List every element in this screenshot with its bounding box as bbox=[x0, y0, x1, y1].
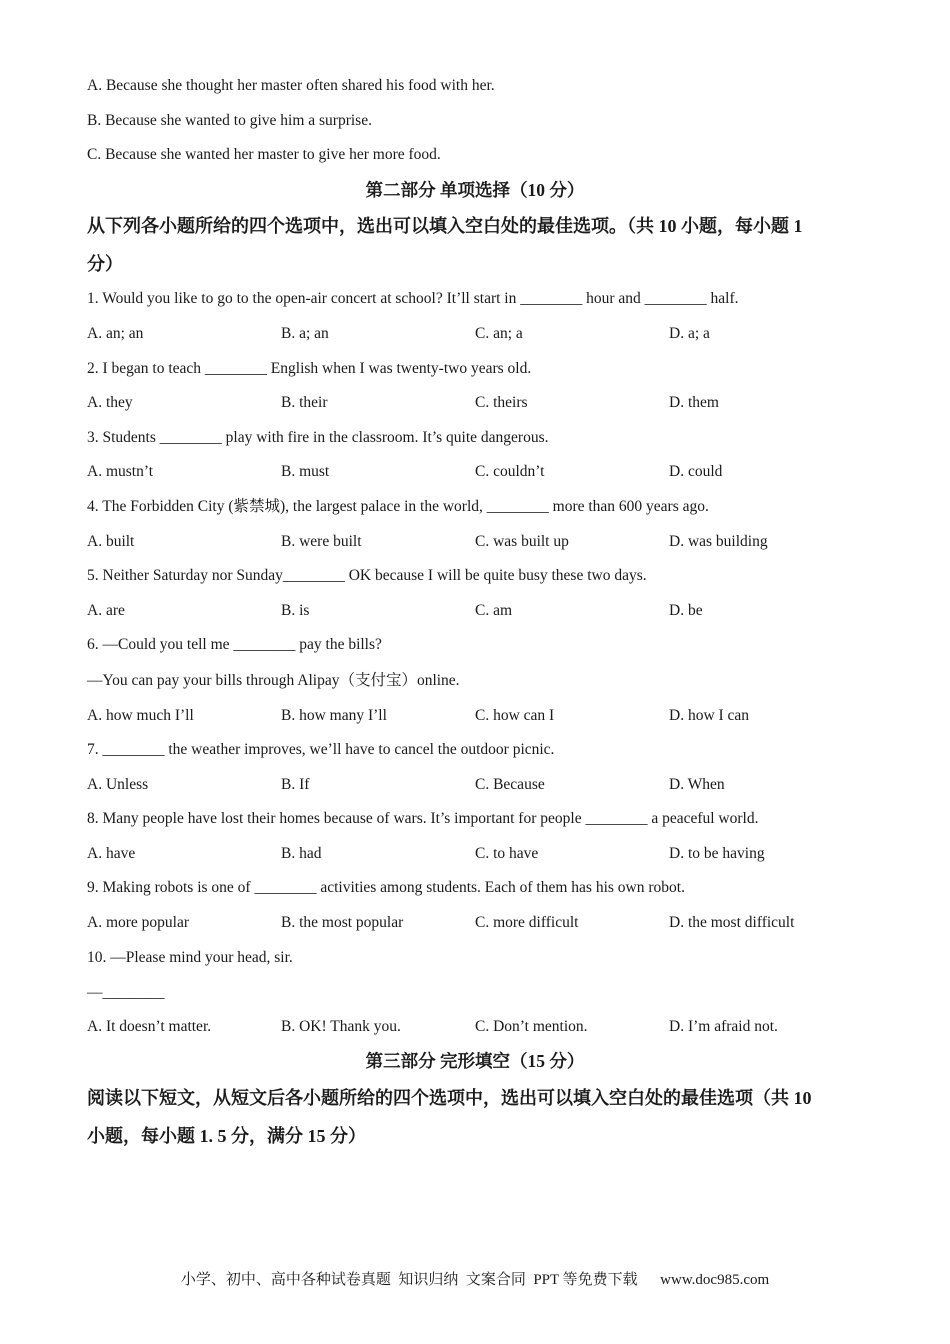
option-d: D. was building bbox=[669, 533, 768, 550]
question-3-stem: 3. Students ________ play with fire in the classroom. It’s quite dangerous. bbox=[87, 429, 549, 446]
part2-instruction-line2: 分） bbox=[87, 254, 123, 274]
option-d: D. them bbox=[669, 394, 719, 411]
part2-heading: 第二部分 单项选择（10 分） bbox=[365, 180, 585, 200]
option-a: A. an; an bbox=[87, 325, 144, 342]
question-10-reply: —________ bbox=[87, 984, 165, 1001]
option-d: D. could bbox=[669, 463, 723, 480]
prev-option-b: B. Because she wanted to give him a surprise. bbox=[87, 112, 372, 129]
option-a: A. built bbox=[87, 533, 135, 550]
question-7-stem: 7. ________ the weather improves, we’ll have to cancel the outdoor picnic. bbox=[87, 741, 555, 758]
option-b: B. their bbox=[281, 394, 328, 411]
option-c: C. am bbox=[475, 602, 513, 619]
option-b: B. is bbox=[281, 602, 310, 619]
option-a: A. are bbox=[87, 602, 125, 619]
option-c: C. how can I bbox=[475, 707, 555, 724]
option-a: A. they bbox=[87, 394, 133, 411]
question-9-options bbox=[87, 913, 877, 933]
prev-option-c: C. Because she wanted her master to give her more food. bbox=[87, 146, 441, 163]
option-b: B. OK! Thank you. bbox=[281, 1018, 401, 1035]
option-c: C. more difficult bbox=[475, 914, 579, 931]
question-8-options bbox=[87, 844, 877, 864]
question-5-options bbox=[87, 601, 877, 621]
option-b: B. were built bbox=[281, 533, 362, 550]
option-c: C. couldn’t bbox=[475, 463, 545, 480]
option-c: C. to have bbox=[475, 845, 539, 862]
option-b: B. must bbox=[281, 463, 330, 480]
option-a: A. Unless bbox=[87, 776, 149, 793]
option-c: C. Because bbox=[475, 776, 545, 793]
question-6-stem: 6. —Could you tell me ________ pay the bills? bbox=[87, 636, 382, 653]
question-6-reply: —You can pay your bills through Alipay（支付宝）online. bbox=[87, 672, 460, 689]
option-d: D. the most difficult bbox=[669, 914, 795, 931]
question-2-stem: 2. I began to teach ________ English when I was twenty-two years old. bbox=[87, 360, 532, 377]
question-1-options bbox=[87, 324, 877, 344]
option-c: C. was built up bbox=[475, 533, 569, 550]
question-7-options bbox=[87, 775, 877, 795]
option-c: C. an; a bbox=[475, 325, 523, 342]
prev-option-a: A. Because she thought her master often shared his food with her. bbox=[87, 77, 495, 94]
option-a: A. mustn’t bbox=[87, 463, 154, 480]
question-1-stem: 1. Would you like to go to the open-air concert at school? It’ll start in ________ hour and ________ half. bbox=[87, 290, 739, 307]
question-8-stem: 8. Many people have lost their homes because of wars. It’s important for people ________ a peaceful world. bbox=[87, 810, 759, 827]
option-b: B. the most popular bbox=[281, 914, 404, 931]
part2-instruction-line1: 从下列各小题所给的四个选项中，选出可以填入空白处的最佳选项。（共 10 小题，每小题 1 bbox=[87, 216, 803, 236]
option-d: D. a; a bbox=[669, 325, 710, 342]
question-2-options bbox=[87, 393, 877, 413]
option-a: A. have bbox=[87, 845, 136, 862]
question-3-options bbox=[87, 462, 877, 482]
option-b: B. had bbox=[281, 845, 322, 862]
question-6-options bbox=[87, 706, 877, 726]
page-footer: 小学、初中、高中各种试卷真题 知识归纳 文案合同 PPT 等免费下载 www.doc985.com bbox=[180, 1272, 770, 1288]
option-d: D. how I can bbox=[669, 707, 750, 724]
option-b: B. how many I’ll bbox=[281, 707, 387, 724]
option-a: A. more popular bbox=[87, 914, 190, 931]
question-9-stem: 9. Making robots is one of ________ activities among students. Each of them has his own robot. bbox=[87, 879, 685, 896]
option-d: D. be bbox=[669, 602, 703, 619]
option-c: C. theirs bbox=[475, 394, 528, 411]
option-d: D. I’m afraid not. bbox=[669, 1018, 778, 1035]
part3-instruction-line2: 小题，每小题 1. 5 分，满分 15 分） bbox=[87, 1126, 366, 1146]
part3-instruction-line1: 阅读以下短文，从短文后各小题所给的四个选项中，选出可以填入空白处的最佳选项（共 10 bbox=[87, 1088, 812, 1108]
question-10-stem: 10. —Please mind your head, sir. bbox=[87, 949, 293, 966]
option-a: A. how much I’ll bbox=[87, 707, 194, 724]
option-c: C. Don’t mention. bbox=[475, 1018, 588, 1035]
question-4-stem: 4. The Forbidden City (紫禁城), the largest palace in the world, ________ more than 600 years ago. bbox=[87, 498, 709, 515]
option-d: D. When bbox=[669, 776, 725, 793]
question-5-stem: 5. Neither Saturday nor Sunday________ OK because I will be quite busy these two days. bbox=[87, 567, 647, 584]
option-b: B. a; an bbox=[281, 325, 329, 342]
question-10-options bbox=[87, 1017, 877, 1037]
part3-heading: 第三部分 完形填空（15 分） bbox=[365, 1051, 585, 1071]
option-a: A. It doesn’t matter. bbox=[87, 1018, 212, 1035]
option-d: D. to be having bbox=[669, 845, 765, 862]
question-4-options bbox=[87, 532, 877, 552]
option-b: B. If bbox=[281, 776, 310, 793]
